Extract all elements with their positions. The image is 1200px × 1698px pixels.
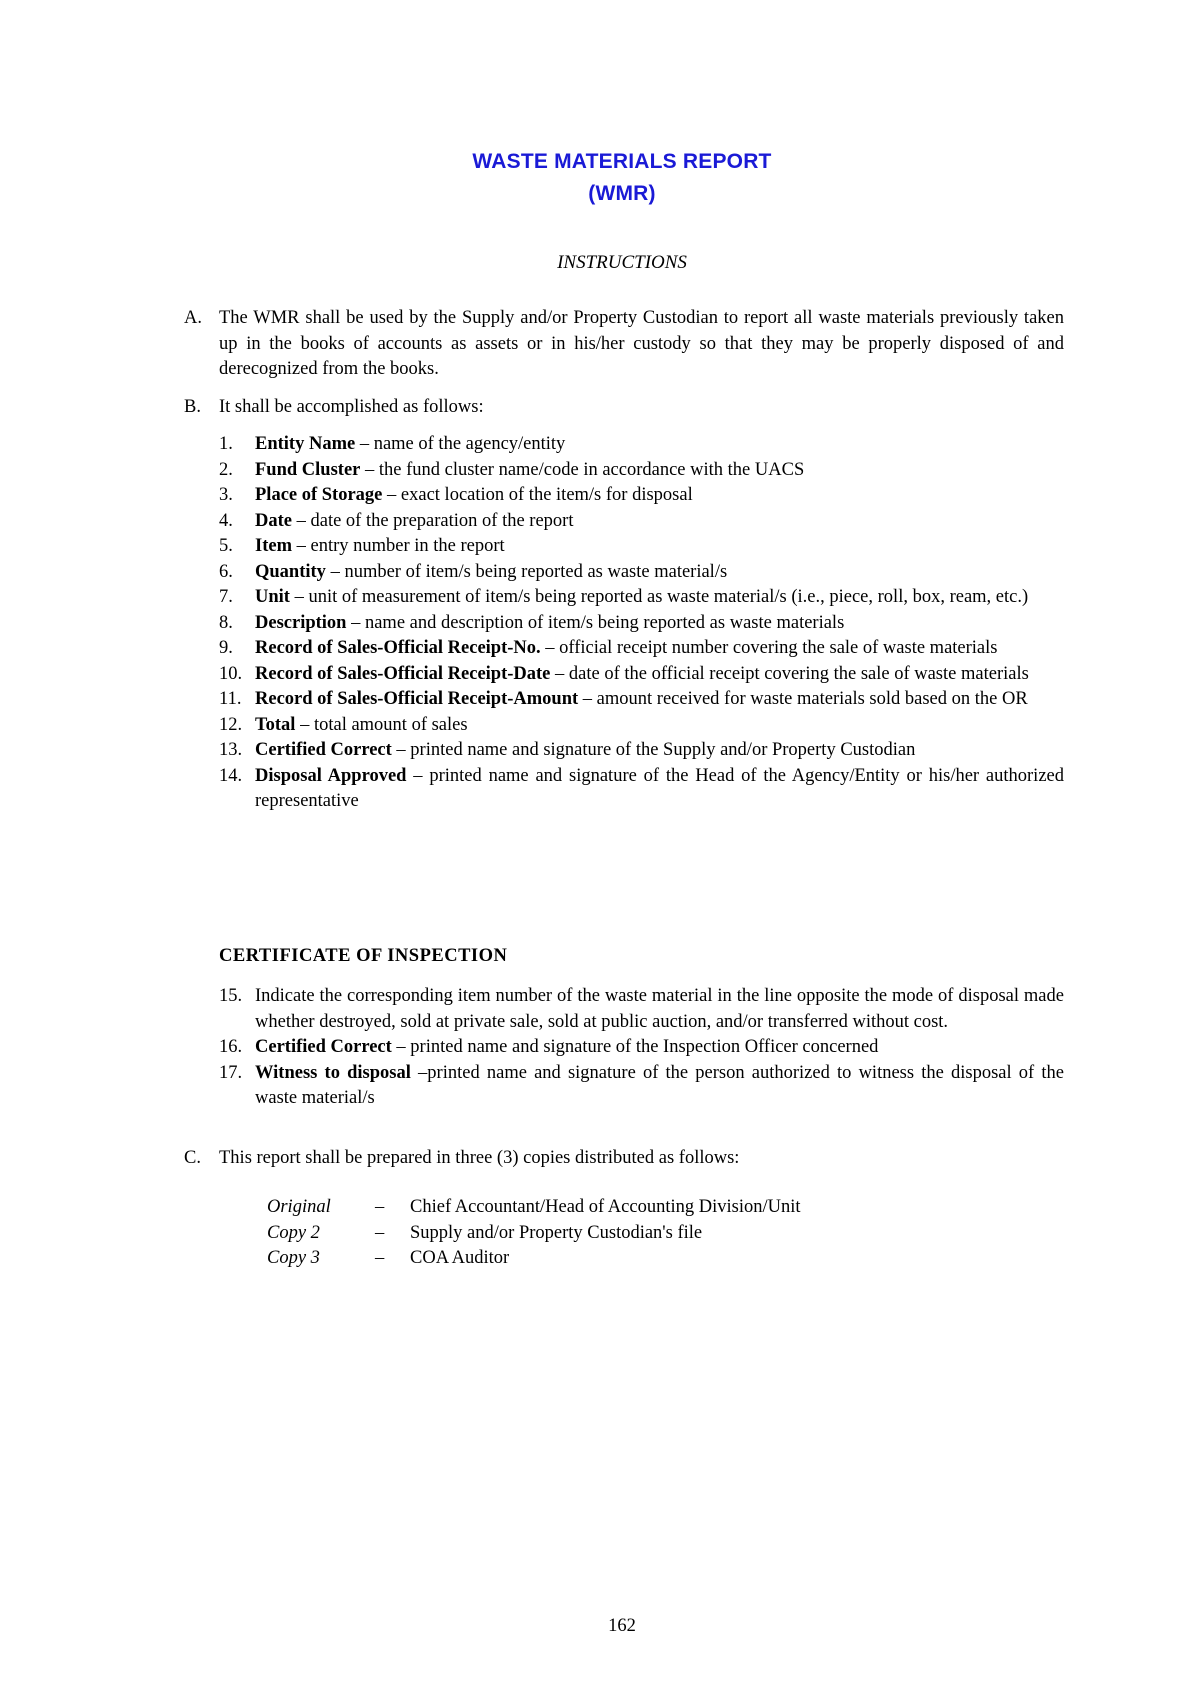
item-desc: – number of item/s being reported as waste material/s [325, 561, 728, 582]
item-term: Record of Sales-Official Receipt-Amount [255, 689, 579, 709]
item-desc: – official receipt number covering the sale of waste materials [540, 638, 998, 658]
list-item [219, 687, 1064, 713]
item-number: 11. [219, 689, 242, 709]
item-desc: – name and description of item/s being reported as waste materials [346, 612, 845, 633]
copy-row [267, 1221, 801, 1247]
item-term: Certified Correct [255, 740, 392, 760]
section-c-letter: C. [184, 1148, 201, 1168]
item-desc: – printed name and signature of the Head of the Agency/Entity or his/her authorized representative [255, 765, 1064, 811]
item-term: Item [255, 536, 292, 556]
copy-name: Original [267, 1197, 331, 1217]
list-item [219, 1061, 1064, 1112]
item-desc: – date of the official receipt covering the sale of waste materials [550, 663, 1029, 684]
section-a-letter: A. [184, 308, 202, 328]
item-number: 1. [219, 434, 233, 454]
item-number: 17. [219, 1062, 243, 1083]
title-line-1: WASTE MATERIALS REPORT [472, 150, 772, 173]
certificate-instructions-list [219, 984, 1064, 1112]
instructions-heading: INSTRUCTIONS [557, 252, 687, 273]
copy-dash: – [375, 1222, 385, 1243]
list-item [219, 764, 1064, 815]
copy-row [267, 1246, 801, 1272]
item-desc: – date of the preparation of the report [291, 510, 574, 531]
item-number: 2. [219, 459, 233, 480]
list-item [219, 432, 1064, 458]
item-desc: – total amount of sales [295, 714, 468, 735]
item-term: Quantity [255, 561, 326, 582]
section-a-text: The WMR shall be used by the Supply and/or Property Custodian to report all waste materials previously taken up in the books of accounts as assets or in his/her custody so that they may be properly disposed of and derecognized from the books. [219, 308, 1064, 379]
list-item [219, 713, 1064, 739]
list-item [219, 560, 1064, 586]
item-number: 12. [219, 714, 243, 735]
item-term: Record of Sales-Official Receipt-No. [255, 638, 541, 658]
item-number: 9. [219, 638, 233, 658]
list-item [219, 611, 1064, 637]
list-item [219, 458, 1064, 484]
list-item [219, 984, 1064, 1035]
item-term: Witness to disposal [255, 1062, 411, 1083]
item-desc: – the fund cluster name/code in accordance with the UACS [360, 459, 805, 480]
item-desc: – printed name and signature of the Inspection Officer concerned [391, 1037, 879, 1057]
document-title [0, 146, 1200, 210]
list-item [219, 509, 1064, 535]
list-item [219, 636, 1064, 662]
item-term: Disposal Approved [255, 765, 407, 786]
item-desc: – unit of measurement of item/s being reported as waste material/s (i.e., piece, roll, box, ream, etc.) [289, 587, 1029, 607]
item-term: Place of Storage [255, 485, 383, 505]
certificate-of-inspection-heading: CERTIFICATE OF INSPECTION [219, 946, 508, 966]
item-desc: –printed name and signature of the person authorized to witness the disposal of the waste material/s [255, 1062, 1064, 1108]
list-item [219, 662, 1064, 688]
section-b-letter: B. [184, 397, 201, 417]
item-number: 6. [219, 561, 233, 582]
section-b [184, 395, 1064, 421]
item-term: Record of Sales-Official Receipt-Date [255, 663, 551, 684]
list-item [219, 738, 1064, 764]
item-number: 10. [219, 663, 243, 684]
item-desc: – exact location of the item/s for disposal [382, 485, 693, 505]
copy-dash: – [375, 1197, 385, 1217]
item-desc: Indicate the corresponding item number of the waste material in the line opposite the mode of disposal made whether destroyed, sold at private sale, sold at public auction, and/or transferred without cost. [255, 986, 1064, 1032]
item-number: 16. [219, 1037, 243, 1057]
item-number: 14. [219, 765, 243, 786]
section-b-text: It shall be accomplished as follows: [219, 397, 484, 417]
copies-distribution [267, 1195, 801, 1272]
item-desc: – amount received for waste materials sold based on the OR [578, 689, 1028, 709]
list-item [219, 585, 1064, 611]
item-desc: – printed name and signature of the Supply and/or Property Custodian [391, 740, 916, 760]
list-item [219, 1035, 1064, 1061]
list-item [219, 534, 1064, 560]
item-term: Date [255, 510, 292, 531]
item-number: 7. [219, 587, 233, 607]
copy-destination: Chief Accountant/Head of Accounting Division/Unit [410, 1197, 801, 1217]
field-instructions-list [219, 432, 1064, 815]
item-term: Entity Name [255, 434, 356, 454]
copy-dash: – [375, 1248, 385, 1268]
item-number: 15. [219, 986, 243, 1006]
copy-name: Copy 2 [267, 1222, 320, 1243]
item-number: 4. [219, 510, 233, 531]
item-term: Description [255, 612, 347, 633]
item-term: Unit [255, 587, 290, 607]
item-term: Total [255, 714, 296, 735]
item-desc: – entry number in the report [291, 536, 505, 556]
title-line-2: (WMR) [588, 182, 656, 205]
item-number: 3. [219, 485, 233, 505]
list-item [219, 483, 1064, 509]
item-number: 13. [219, 740, 243, 760]
copy-destination: COA Auditor [410, 1248, 510, 1268]
copy-name: Copy 3 [267, 1248, 320, 1268]
item-number: 5. [219, 536, 233, 556]
item-desc: – name of the agency/entity [355, 434, 566, 454]
item-term: Certified Correct [255, 1037, 392, 1057]
copy-destination: Supply and/or Property Custodian's file [410, 1222, 703, 1243]
copy-row [267, 1195, 801, 1221]
section-a [184, 306, 1064, 383]
item-term: Fund Cluster [255, 459, 361, 480]
section-c [184, 1146, 1064, 1172]
item-number: 8. [219, 612, 233, 633]
page-number: 162 [608, 1616, 636, 1636]
section-c-text: This report shall be prepared in three (3) copies distributed as follows: [219, 1148, 740, 1168]
